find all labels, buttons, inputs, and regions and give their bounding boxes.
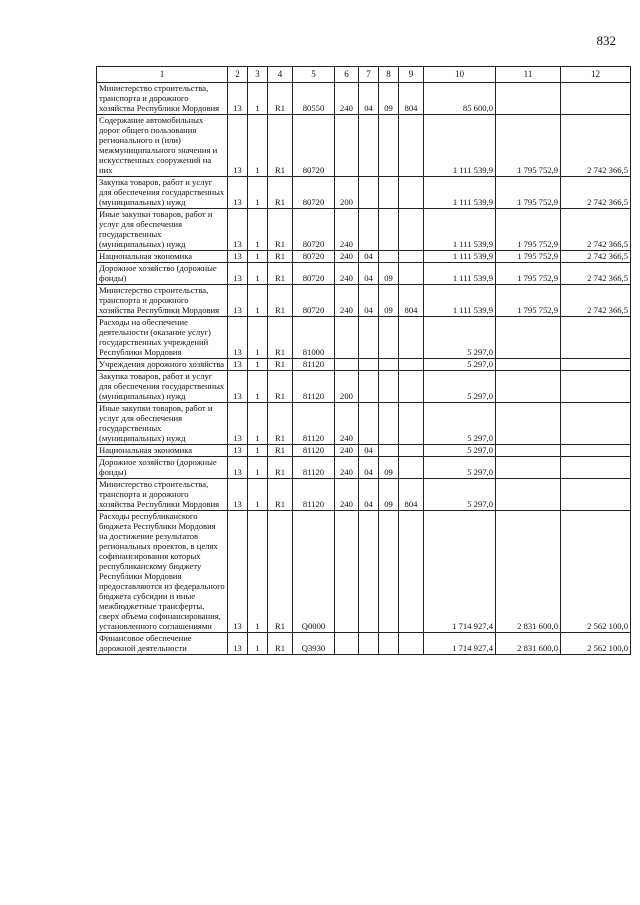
code-cell: R1 <box>268 457 293 479</box>
code-cell <box>399 263 424 285</box>
code-cell <box>335 317 359 359</box>
code-cell: R1 <box>268 115 293 177</box>
code-cell <box>399 633 424 655</box>
code-cell: 04 <box>359 285 379 317</box>
amount-cell: 5 297,0 <box>424 403 496 445</box>
code-cell: R1 <box>268 177 293 209</box>
code-cell: 13 <box>228 115 248 177</box>
amount-cell: 1 795 752,9 <box>496 251 561 263</box>
table-row <box>97 479 631 511</box>
code-cell: 13 <box>228 403 248 445</box>
code-cell: 04 <box>359 83 379 115</box>
amount-cell: 1 111 539,9 <box>424 285 496 317</box>
table-row <box>97 263 631 285</box>
code-cell: 240 <box>335 457 359 479</box>
table-row <box>97 317 631 359</box>
code-cell: R1 <box>268 83 293 115</box>
column-header: 2 <box>228 67 248 83</box>
table-row <box>97 359 631 371</box>
code-cell: 04 <box>359 263 379 285</box>
code-cell: 09 <box>379 263 399 285</box>
code-cell: 04 <box>359 457 379 479</box>
code-cell <box>399 403 424 445</box>
amount-cell <box>496 83 561 115</box>
code-cell <box>359 511 379 633</box>
code-cell: 09 <box>379 83 399 115</box>
amount-cell: 1 795 752,9 <box>496 115 561 177</box>
code-cell <box>359 317 379 359</box>
code-cell: R1 <box>268 359 293 371</box>
table-row <box>97 445 631 457</box>
code-cell: 80720 <box>293 177 335 209</box>
amount-cell: 1 111 539,9 <box>424 263 496 285</box>
amount-cell <box>496 317 561 359</box>
amount-cell: 1 111 539,9 <box>424 251 496 263</box>
table-row <box>97 285 631 317</box>
amount-cell: 1 714 927,4 <box>424 511 496 633</box>
code-cell: 240 <box>335 209 359 251</box>
code-cell: 80550 <box>293 83 335 115</box>
code-cell: R1 <box>268 371 293 403</box>
code-cell: 240 <box>335 479 359 511</box>
code-cell: 80720 <box>293 251 335 263</box>
code-cell: 804 <box>399 285 424 317</box>
code-cell: 13 <box>228 317 248 359</box>
code-cell: 1 <box>248 177 268 209</box>
code-cell <box>379 359 399 371</box>
row-name-cell: Закупка товаров, работ и услуг для обеспечения государственных (муниципальных) нужд <box>97 371 228 403</box>
code-cell: 13 <box>228 633 248 655</box>
amount-cell <box>561 83 631 115</box>
amount-cell <box>496 403 561 445</box>
code-cell <box>399 511 424 633</box>
code-cell: 240 <box>335 251 359 263</box>
code-cell <box>379 209 399 251</box>
code-cell: 1 <box>248 209 268 251</box>
code-cell <box>335 359 359 371</box>
code-cell <box>399 445 424 457</box>
code-cell: 200 <box>335 177 359 209</box>
amount-cell: 1 111 539,9 <box>424 177 496 209</box>
code-cell: 1 <box>248 445 268 457</box>
column-header: 3 <box>248 67 268 83</box>
code-cell: 09 <box>379 479 399 511</box>
code-cell: 240 <box>335 285 359 317</box>
column-header: 7 <box>359 67 379 83</box>
row-name-cell: Иные закупки товаров, работ и услуг для обеспечения государственных (муниципальных) нужд <box>97 403 228 445</box>
column-header: 6 <box>335 67 359 83</box>
table-row <box>97 115 631 177</box>
row-name-cell: Национальная экономика <box>97 251 228 263</box>
code-cell <box>359 633 379 655</box>
column-header: 5 <box>293 67 335 83</box>
amount-cell: 2 742 366,5 <box>561 263 631 285</box>
code-cell: 13 <box>228 83 248 115</box>
amount-cell: 5 297,0 <box>424 479 496 511</box>
amount-cell: 5 297,0 <box>424 359 496 371</box>
amount-cell <box>496 479 561 511</box>
amount-cell <box>496 359 561 371</box>
code-cell: Q0000 <box>293 511 335 633</box>
row-name-cell: Министерство строительства, транспорта и дорожного хозяйства Республики Мордовия <box>97 83 228 115</box>
code-cell: 13 <box>228 511 248 633</box>
code-cell <box>379 371 399 403</box>
code-cell: 1 <box>248 263 268 285</box>
amount-cell: 2 742 366,5 <box>561 251 631 263</box>
code-cell <box>359 371 379 403</box>
code-cell <box>379 251 399 263</box>
code-cell <box>379 633 399 655</box>
code-cell: 80720 <box>293 115 335 177</box>
code-cell: 13 <box>228 177 248 209</box>
code-cell: 81120 <box>293 457 335 479</box>
code-cell <box>359 359 379 371</box>
amount-cell: 2 742 366,5 <box>561 285 631 317</box>
column-header: 1 <box>97 67 228 83</box>
code-cell: 09 <box>379 285 399 317</box>
row-name-cell: Закупка товаров, работ и услуг для обеспечения государственных (муниципальных) нужд <box>97 177 228 209</box>
amount-cell: 2 742 366,5 <box>561 177 631 209</box>
row-name-cell: Содержание автомобильных дорог общего пользования регионального и (или) межмуниципального значения и искусственных сооружений на них <box>97 115 228 177</box>
code-cell: Q3930 <box>293 633 335 655</box>
amount-cell: 2 831 600,0 <box>496 633 561 655</box>
amount-cell: 85 600,0 <box>424 83 496 115</box>
code-cell: 1 <box>248 251 268 263</box>
code-cell <box>399 177 424 209</box>
code-cell: 80720 <box>293 209 335 251</box>
code-cell: 1 <box>248 83 268 115</box>
code-cell: R1 <box>268 285 293 317</box>
column-header: 11 <box>496 67 561 83</box>
code-cell: 81120 <box>293 445 335 457</box>
row-name-cell: Министерство строительства, транспорта и дорожного хозяйства Республики Мордовия <box>97 285 228 317</box>
code-cell: 13 <box>228 445 248 457</box>
code-cell <box>399 371 424 403</box>
code-cell: 80720 <box>293 263 335 285</box>
code-cell <box>399 457 424 479</box>
code-cell: R1 <box>268 263 293 285</box>
amount-cell: 5 297,0 <box>424 317 496 359</box>
amount-cell: 1 714 927,4 <box>424 633 496 655</box>
code-cell: 240 <box>335 83 359 115</box>
row-name-cell: Финансовое обеспечение дорожной деятельности <box>97 633 228 655</box>
code-cell: 13 <box>228 285 248 317</box>
code-cell: 09 <box>379 457 399 479</box>
table-row <box>97 633 631 655</box>
code-cell <box>379 403 399 445</box>
code-cell <box>379 177 399 209</box>
table-row <box>97 177 631 209</box>
code-cell <box>359 115 379 177</box>
column-header: 10 <box>424 67 496 83</box>
code-cell: 1 <box>248 115 268 177</box>
code-cell: 81120 <box>293 479 335 511</box>
amount-cell: 1 795 752,9 <box>496 177 561 209</box>
code-cell <box>359 177 379 209</box>
amount-cell: 2 562 100,0 <box>561 633 631 655</box>
code-cell <box>335 115 359 177</box>
code-cell <box>379 317 399 359</box>
code-cell: 240 <box>335 263 359 285</box>
amount-cell: 1 795 752,9 <box>496 285 561 317</box>
code-cell: 804 <box>399 83 424 115</box>
code-cell: 04 <box>359 479 379 511</box>
column-header: 9 <box>399 67 424 83</box>
code-cell: R1 <box>268 317 293 359</box>
code-cell: R1 <box>268 511 293 633</box>
code-cell: 81120 <box>293 359 335 371</box>
code-cell: R1 <box>268 633 293 655</box>
code-cell <box>379 115 399 177</box>
code-cell <box>379 511 399 633</box>
amount-cell <box>561 359 631 371</box>
amount-cell: 2 742 366,5 <box>561 209 631 251</box>
page-number: 832 <box>596 33 616 48</box>
amount-cell: 5 297,0 <box>424 457 496 479</box>
code-cell: 1 <box>248 633 268 655</box>
table-row <box>97 251 631 263</box>
code-cell <box>399 317 424 359</box>
code-cell <box>335 633 359 655</box>
table-row <box>97 511 631 633</box>
code-cell <box>379 445 399 457</box>
code-cell: 80720 <box>293 285 335 317</box>
amount-cell <box>561 445 631 457</box>
code-cell: R1 <box>268 403 293 445</box>
code-cell: 13 <box>228 479 248 511</box>
code-cell: R1 <box>268 209 293 251</box>
code-cell <box>399 115 424 177</box>
code-cell: 13 <box>228 209 248 251</box>
code-cell: 240 <box>335 445 359 457</box>
code-cell: 81000 <box>293 317 335 359</box>
amount-cell <box>496 445 561 457</box>
amount-cell: 2 831 600,0 <box>496 511 561 633</box>
code-cell: 81120 <box>293 403 335 445</box>
code-cell: 1 <box>248 511 268 633</box>
column-header: 4 <box>268 67 293 83</box>
table-header-row <box>97 67 631 83</box>
code-cell: 1 <box>248 479 268 511</box>
amount-cell: 1 795 752,9 <box>496 263 561 285</box>
table-row <box>97 403 631 445</box>
code-cell: 13 <box>228 371 248 403</box>
column-header: 12 <box>561 67 631 83</box>
code-cell: R1 <box>268 479 293 511</box>
amount-cell <box>561 479 631 511</box>
code-cell: 04 <box>359 251 379 263</box>
code-cell: R1 <box>268 445 293 457</box>
column-header: 8 <box>379 67 399 83</box>
amount-cell: 2 562 100,0 <box>561 511 631 633</box>
amount-cell: 1 111 539,9 <box>424 209 496 251</box>
code-cell: 04 <box>359 445 379 457</box>
amount-cell: 5 297,0 <box>424 371 496 403</box>
code-cell: R1 <box>268 251 293 263</box>
amount-cell <box>496 371 561 403</box>
code-cell: 1 <box>248 403 268 445</box>
code-cell: 1 <box>248 359 268 371</box>
code-cell: 81120 <box>293 371 335 403</box>
code-cell <box>399 251 424 263</box>
table-row <box>97 83 631 115</box>
row-name-cell: Дорожное хозяйство (дорожные фонды) <box>97 457 228 479</box>
code-cell: 1 <box>248 285 268 317</box>
code-cell <box>399 209 424 251</box>
amount-cell <box>496 457 561 479</box>
amount-cell <box>561 317 631 359</box>
amount-cell <box>561 371 631 403</box>
code-cell: 200 <box>335 371 359 403</box>
code-cell: 13 <box>228 251 248 263</box>
row-name-cell: Иные закупки товаров, работ и услуг для обеспечения государственных (муниципальных) нужд <box>97 209 228 251</box>
amount-cell: 1 795 752,9 <box>496 209 561 251</box>
amount-cell: 5 297,0 <box>424 445 496 457</box>
code-cell <box>359 209 379 251</box>
row-name-cell: Министерство строительства, транспорта и дорожного хозяйства Республики Мордовия <box>97 479 228 511</box>
code-cell: 240 <box>335 403 359 445</box>
amount-cell: 1 111 539,9 <box>424 115 496 177</box>
row-name-cell: Расходы на обеспечение деятельности (оказание услуг) государственных учреждений Республики Мордовия <box>97 317 228 359</box>
code-cell <box>359 403 379 445</box>
row-name-cell: Расходы республиканского бюджета Республики Мордовия на достижение результатов региональных проектов, в целях софинансирования которых республиканскому бюджету Республики Мордовия предоставляются из федерального бюджета субсидии и иные межбюджетные трансферты, сверх объема софинансирования, установленного соглашениями <box>97 511 228 633</box>
table-body <box>97 83 631 655</box>
code-cell: 1 <box>248 317 268 359</box>
code-cell: 804 <box>399 479 424 511</box>
row-name-cell: Национальная экономика <box>97 445 228 457</box>
budget-table <box>96 66 631 655</box>
row-name-cell: Дорожное хозяйство (дорожные фонды) <box>97 263 228 285</box>
code-cell: 13 <box>228 457 248 479</box>
code-cell: 1 <box>248 457 268 479</box>
table-row <box>97 457 631 479</box>
table-row <box>97 209 631 251</box>
code-cell: 13 <box>228 359 248 371</box>
amount-cell <box>561 403 631 445</box>
row-name-cell: Учреждения дорожного хозяйства <box>97 359 228 371</box>
code-cell <box>399 359 424 371</box>
table-row <box>97 371 631 403</box>
code-cell: 1 <box>248 371 268 403</box>
amount-cell: 2 742 366,5 <box>561 115 631 177</box>
code-cell: 13 <box>228 263 248 285</box>
code-cell <box>335 511 359 633</box>
amount-cell <box>561 457 631 479</box>
